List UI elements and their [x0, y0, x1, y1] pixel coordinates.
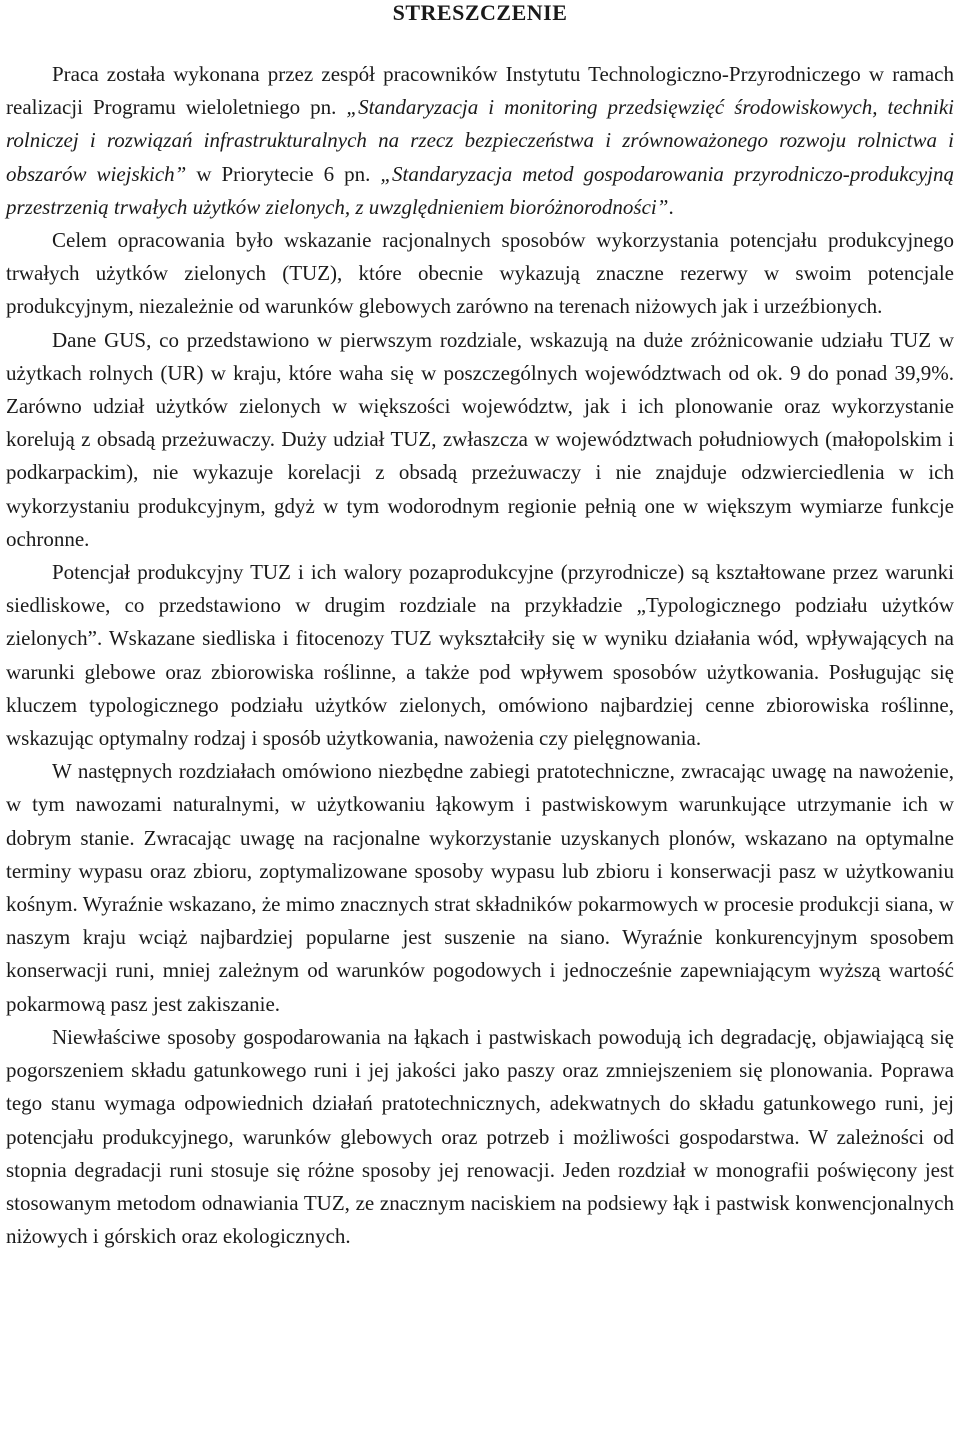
document-body [6, 58, 954, 1253]
intro-paragraph [6, 58, 954, 224]
paragraph-degradation: Niewłaściwe sposoby gospodarowania na łąkach i pastwiskach powodują ich degradację, objawiającą się pogorszeniem składu gatunkowego runi i jej jakości jako paszy oraz zmniejszeniem się plonowania. Poprawa tego stanu wymaga odpowiednich działań pratotechnicznych, adekwatnych do składu gatunkowego runi, jej potencjału produkcyjnego, warunków glebowych oraz potrzeb i możliwości gospodarstwa. W zależności od stopnia degradacji runi stosuje się różne sposoby jej renowacji. Jeden rozdział w monografii poświęcony jest stosowanym metodom odnawiania TUZ, ze znacznym naciskiem na podsiewy łąk i pastwisk konwencjonalnych niżowych i górskich oraz ekologicznych. [6, 1024, 954, 1249]
intro-text-3: . [668, 194, 674, 219]
intro-text-2: w Priorytecie 6 pn. [186, 161, 381, 186]
page-title: STRESZCZENIE [392, 0, 568, 25]
paragraph-objective: Celem opracowania było wskazanie racjonalnych sposobów wykorzystania potencjału produkcyjnego trwałych użytków zielonych (TUZ), które obecnie wykazują znaczne rezerwy w swoim potencjale produkcyjnym, niezależnie od warunków glebowych zarówno na terenach niżowych jak i urzeźbionych. [6, 228, 954, 319]
paragraph-pratotechnical: W następnych rozdziałach omówiono niezbędne zabiegi pratotechniczne, zwracając uwagę na nawożenie, w tym nawozami naturalnymi, w użytkowaniu łąkowym i pastwiskowym warunkujące utrzymanie ich w dobrym stanie. Zwracając uwagę na racjonalne wykorzystanie uzyskanych plonów, wskazano na optymalne terminy wypasu oraz zbioru, zoptymalizowane sposoby wypasu lub zbioru i konserwacji pasz w użytkowaniu kośnym. Wyraźnie wskazano, że mimo znacznych strat składników pokarmowych w procesie produkcji siana, w naszym kraju wciąż najbardziej popularne jest suszenie na siano. Wyraźnie konkurencyjnym sposobem konserwacji runi, mniej zależnym od warunków pogodowych i jednocześnie zapewniającym wyższą wartość pokarmową pasz jest zakiszanie. [6, 759, 954, 1016]
intro-text-1: Praca została wykonana przez zespół pracowników Instytutu Technologiczno-Przyrodniczego w ramach realizacji Programu wieloletniego pn. [6, 62, 954, 120]
paragraph-gus-data: Dane GUS, co przedstawiono w pierwszym rozdziale, wskazują na duże zróżnicowanie udziału TUZ w użytkach rolnych (UR) w kraju, które waha się w poszczególnych województwach od ok. 9 do ponad 39,9%. Zarówno udział użytków zielonych w większości województw, jak i ich plonowanie oraz wykorzystanie korelują z obsadą przeżuwaczy. Duży udział TUZ, zwłaszcza w województwach południowych (małopolskim i podkarpackim), nie wykazuje korelacji z obsadą przeżuwaczy i nie znajduje odzwierciedlenia w ich wykorzystaniu produkcyjnym, gdyż w tym wodorodnym regionie pełnią one w większym wymiarze funkcje ochronne. [6, 327, 954, 551]
priority-title: „Standaryzacja metod gospodarowania przyrodniczo-produkcyjną przestrzenią trwałych użytków zielonych, z uwzględnieniem bioróżnorodności” [6, 161, 954, 219]
program-title: „Standaryzacja i monitoring przedsięwzięć środowiskowych, techniki rolniczej i rozwiązań infrastrukturalnych na rzecz bezpieczeństwa i zrównoważonego rozwoju rolnictwa i obszarów wiejskich” [6, 95, 954, 186]
paragraph-production-potential: Potencjał produkcyjny TUZ i ich walory pozaprodukcyjne (przyrodnicze) są kształtowane przez warunki siedliskowe, co przedstawiono w drugim rozdziale na przykładzie „Typologicznego podziału użytków zielonych”. Wskazane siedliska i fitocenozy TUZ wykształciły się w wyniku działania wód, wpływających na warunki glebowe oraz zbiorowiska roślinne, a także pod wpływem sposobów użytkowania. Posługując się kluczem typologicznego podziału użytków zielonych, omówiono najbardziej cenne zbiorowiska roślinne, wskazując optymalny rodzaj i sposób użytkowania, nawożenia czy pielęgnowania. [6, 560, 954, 751]
